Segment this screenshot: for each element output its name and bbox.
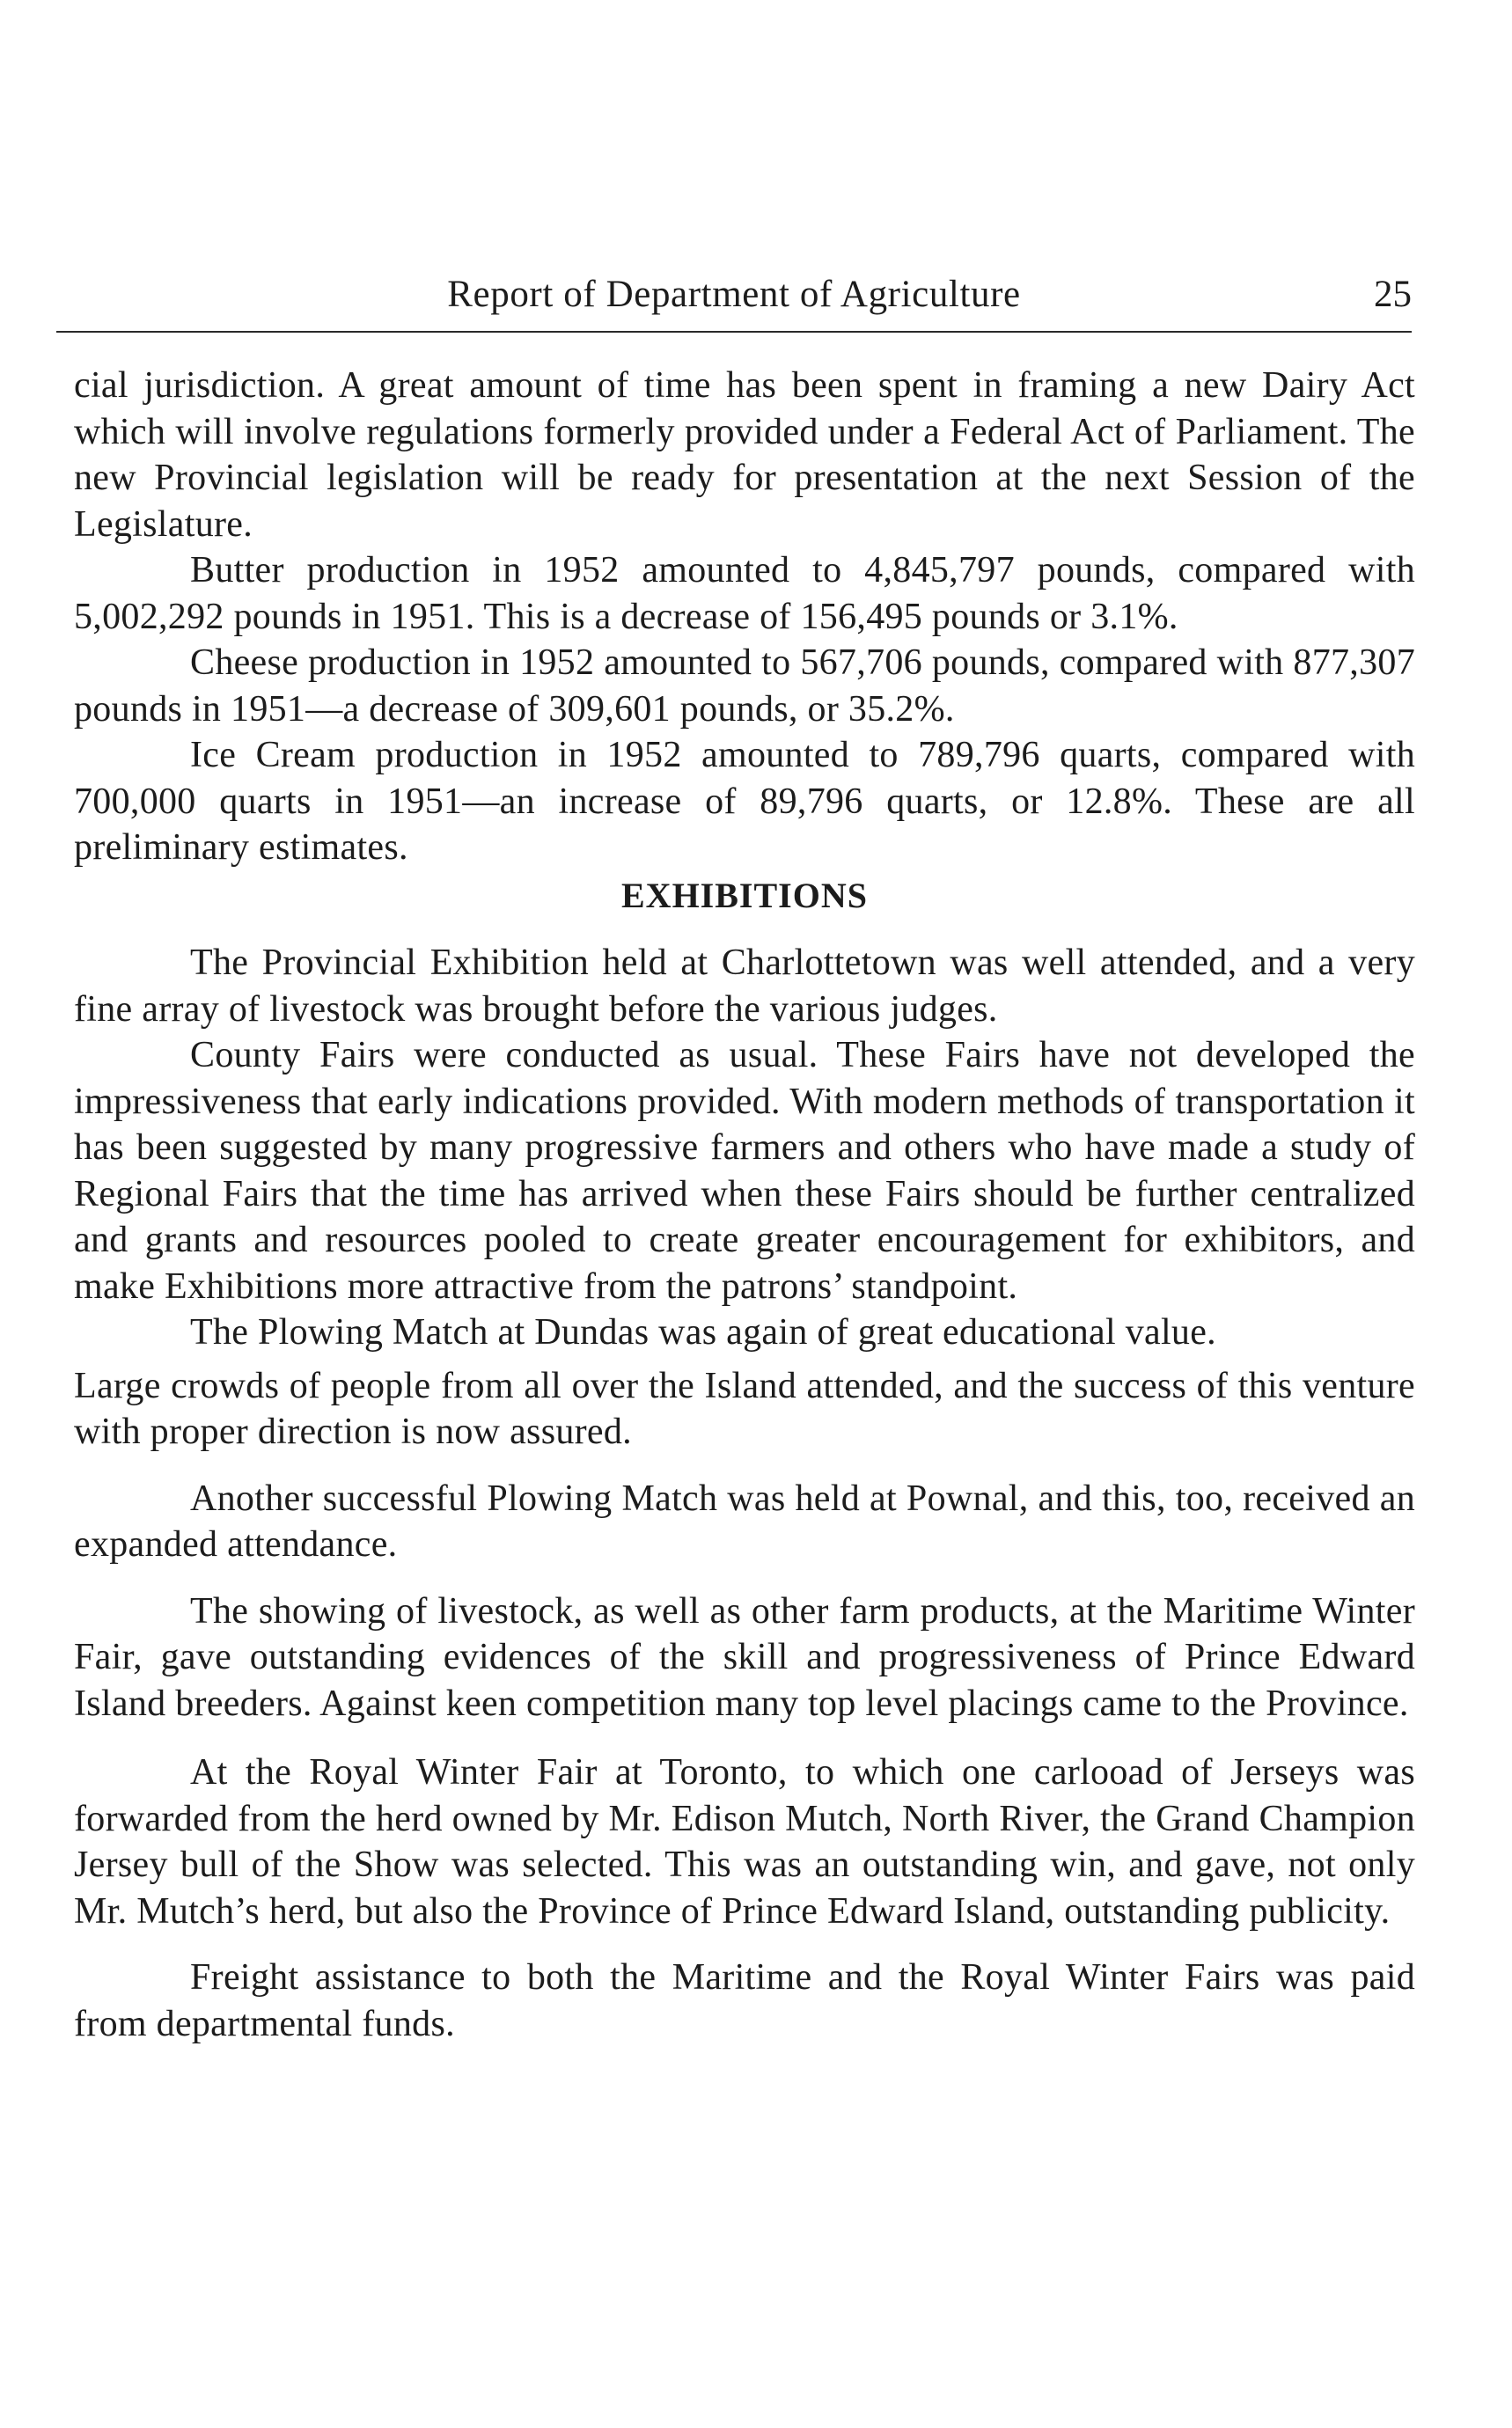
- paragraph-butter-production: Butter production in 1952 amounted to 4,845,797 pounds, compared with 5,002,292 pounds in 1951. This is a decrease of 156,495 pounds or 3.1%.: [74, 550, 1415, 637]
- paragraph-large-crowds: Large crowds of people from all over the Island attended, and the success of this venture with proper direction is now assured.: [74, 1365, 1415, 1452]
- paragraph-plowing-match-pownal: Another successful Plowing Match was held at Pownal, and this, too, received an expanded attendance.: [74, 1478, 1415, 1565]
- paragraph-county-fairs: County Fairs were conducted as usual. These Fairs have not developed the impressiveness that early indications provided. With modern methods of transportation it has been suggested by many progressive farmers and others who have made a study of Regional Fairs that the time has arrived when these Fairs should be further centralized and grants and resources pooled to create greater encouragement for exhibitors, and make Exhibitions more attractive from the patrons’ standpoint.: [74, 1035, 1415, 1307]
- paragraph-provincial-exhibition: The Provincial Exhibition held at Charlottetown was well attended, and a very fine array of livestock was brought before the various judges.: [74, 943, 1415, 1030]
- paragraph-maritime-winter-fair: The showing of livestock, as well as other farm products, at the Maritime Winter Fair, gave outstanding evidences of the skill and progressiveness of Prince Edward Island breeders. Against keen competition many top level placings came to the Province.: [74, 1590, 1415, 1724]
- paragraph-cheese-production: Cheese production in 1952 amounted to 567,706 pounds, compared with 877,307 pounds in 1951—a decrease of 309,601 pounds, or 35.2%.: [74, 642, 1415, 730]
- page-number: 25: [1374, 274, 1412, 315]
- body-text: [74, 363, 1415, 2047]
- header-rule: [56, 331, 1412, 333]
- paragraph-royal-winter-fair: At the Royal Winter Fair at Toronto, to which one carlooad of Jerseys was forwarded from the herd owned by Mr. Edison Mutch, North River, the Grand Champion Jersey bull of the Show was selected. This was an outstanding win, and gave, not only Mr. Mutch’s herd, but also the Province of Prince Edward Island, outstanding publicity.: [74, 1752, 1415, 1932]
- paragraph-plowing-match-dundas: The Plowing Match at Dundas was again of great educational value.: [190, 1312, 1216, 1353]
- running-header: [56, 264, 1412, 334]
- section-heading-exhibitions: EXHIBITIONS: [621, 875, 868, 915]
- running-title: Report of Department of Agriculture: [447, 274, 1021, 315]
- paragraph-ice-cream-production: Ice Cream production in 1952 amounted to 789,796 quarts, compared with 700,000 quarts in 1951—an increase of 89,796 quarts, or 12.8%. These are all preliminary estimates.: [74, 735, 1415, 868]
- paragraph-dairy-act: cial jurisdiction. A great amount of time has been spent in framing a new Dairy Act which will involve regulations formerly provided under a Federal Act of Parliament. The new Provincial legislation will be ready for presentation at the next Session of the Legislature.: [74, 365, 1415, 545]
- paragraph-freight-assistance: Freight assistance to both the Maritime and the Royal Winter Fairs was paid from departmental funds.: [74, 1957, 1415, 2044]
